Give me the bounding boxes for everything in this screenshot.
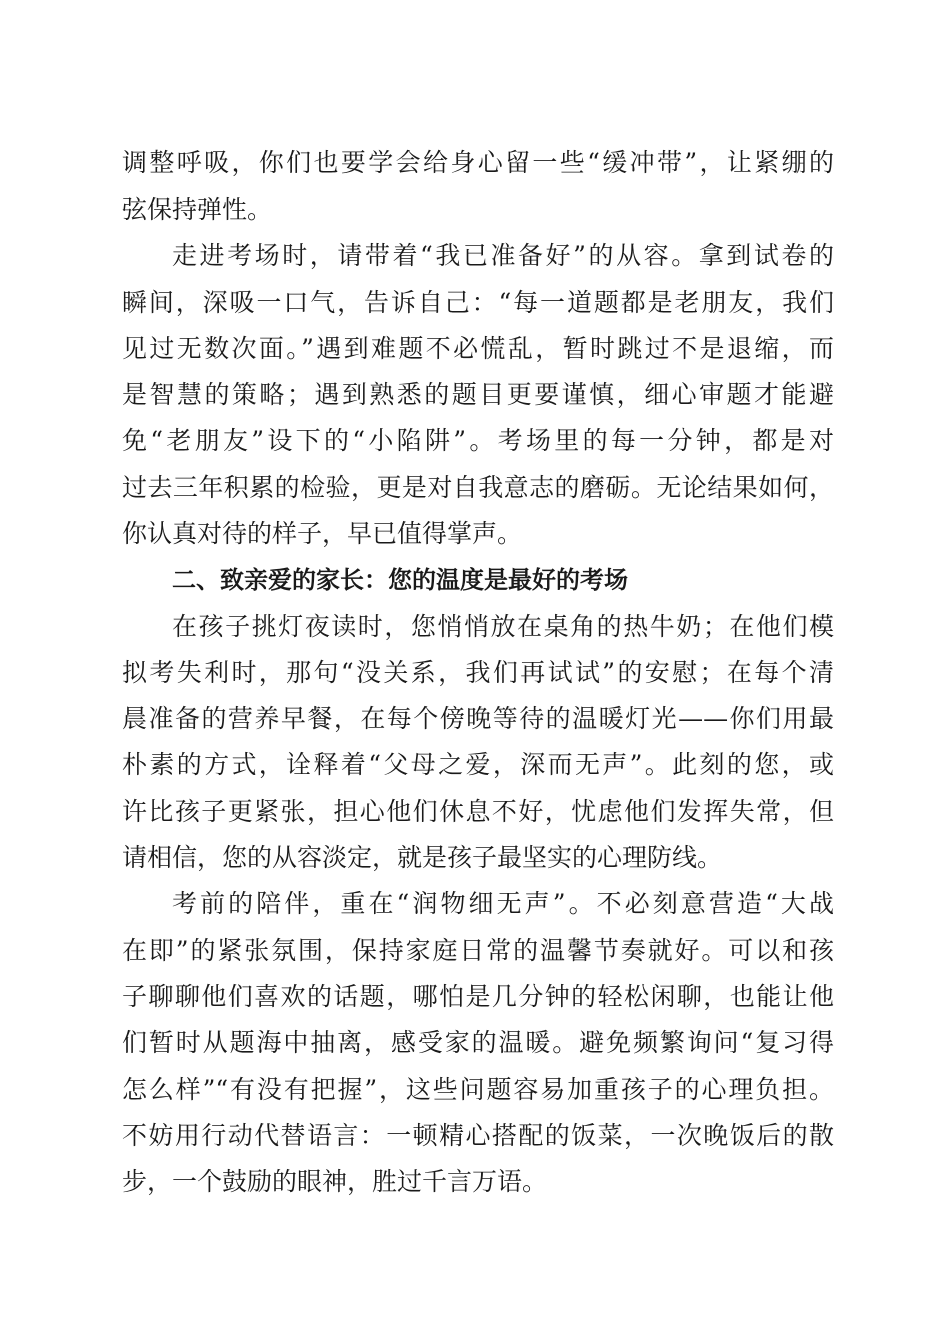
paragraph-4-line-7: 步，一个鼓励的眼神，胜过千言万语。 <box>122 1167 548 1196</box>
paragraph-2-line-6: 过去三年积累的检验，更是对自我意志的磨砺。无论结果如何， <box>122 473 834 502</box>
paragraph-4-line-2: 在即”的紧张氛围，保持家庭日常的温馨节奏就好。可以和孩 <box>122 936 834 965</box>
section-heading: 二、致亲爱的家长：您的温度是最好的考场 <box>172 566 628 594</box>
paragraph-2-line-5: 免“老朋友”设下的“小陷阱”。考场里的每一分钟，都是对 <box>122 426 834 455</box>
paragraph-2-line-2: 瞬间，深吸一口气，告诉自己：“每一道题都是老朋友，我们 <box>122 288 834 317</box>
paragraph-3-line-6: 请相信，您的从容淡定，就是孩子最坚实的心理防线。 <box>122 843 723 872</box>
paragraph-4-line-1: 考前的陪伴，重在“润物细无声”。不必刻意营造“大战 <box>172 889 834 918</box>
paragraph-2-line-3: 见过无数次面。”遇到难题不必慌乱，暂时跳过不是退缩，而 <box>122 334 834 363</box>
paragraph-4-line-4: 们暂时从题海中抽离，感受家的温暖。避免频繁询问“复习得 <box>122 1028 834 1057</box>
paragraph-4-line-5: 怎么样”“有没有把握”，这些问题容易加重孩子的心理负担。 <box>122 1075 834 1104</box>
paragraph-3-line-5: 许比孩子更紧张，担心他们休息不好，忧虑他们发挥失常，但 <box>122 797 834 826</box>
paragraph-1-line-2: 弦保持弹性。 <box>122 195 273 224</box>
paragraph-4-line-3: 子聊聊他们喜欢的话题，哪怕是几分钟的轻松闲聊，也能让他 <box>122 982 834 1011</box>
paragraph-3-line-2: 拟考失利时，那句“没关系，我们再试试”的安慰；在每个清 <box>122 658 834 687</box>
paragraph-2-line-4: 是智慧的策略；遇到熟悉的题目更要谨慎，细心审题才能避 <box>122 380 834 409</box>
paragraph-3-line-3: 晨准备的营养早餐，在每个傍晚等待的温暖灯光——你们用最 <box>122 704 834 733</box>
paragraph-2-line-1: 走进考场时，请带着“我已准备好”的从容。拿到试卷的 <box>172 241 834 270</box>
paragraph-1-line-1: 调整呼吸，你们也要学会给身心留一些“缓冲带”，让紧绷的 <box>122 148 834 177</box>
paragraph-3-line-4: 朴素的方式，诠释着“父母之爱，深而无声”。此刻的您，或 <box>122 750 834 779</box>
paragraph-2-line-7: 你认真对待的样子，早已值得掌声。 <box>122 519 523 548</box>
paragraph-3-line-1: 在孩子挑灯夜读时，您悄悄放在桌角的热牛奶；在他们模 <box>172 612 834 641</box>
paragraph-4-line-6: 不妨用行动代替语言：一顿精心搭配的饭菜，一次晚饭后的散 <box>122 1121 834 1150</box>
